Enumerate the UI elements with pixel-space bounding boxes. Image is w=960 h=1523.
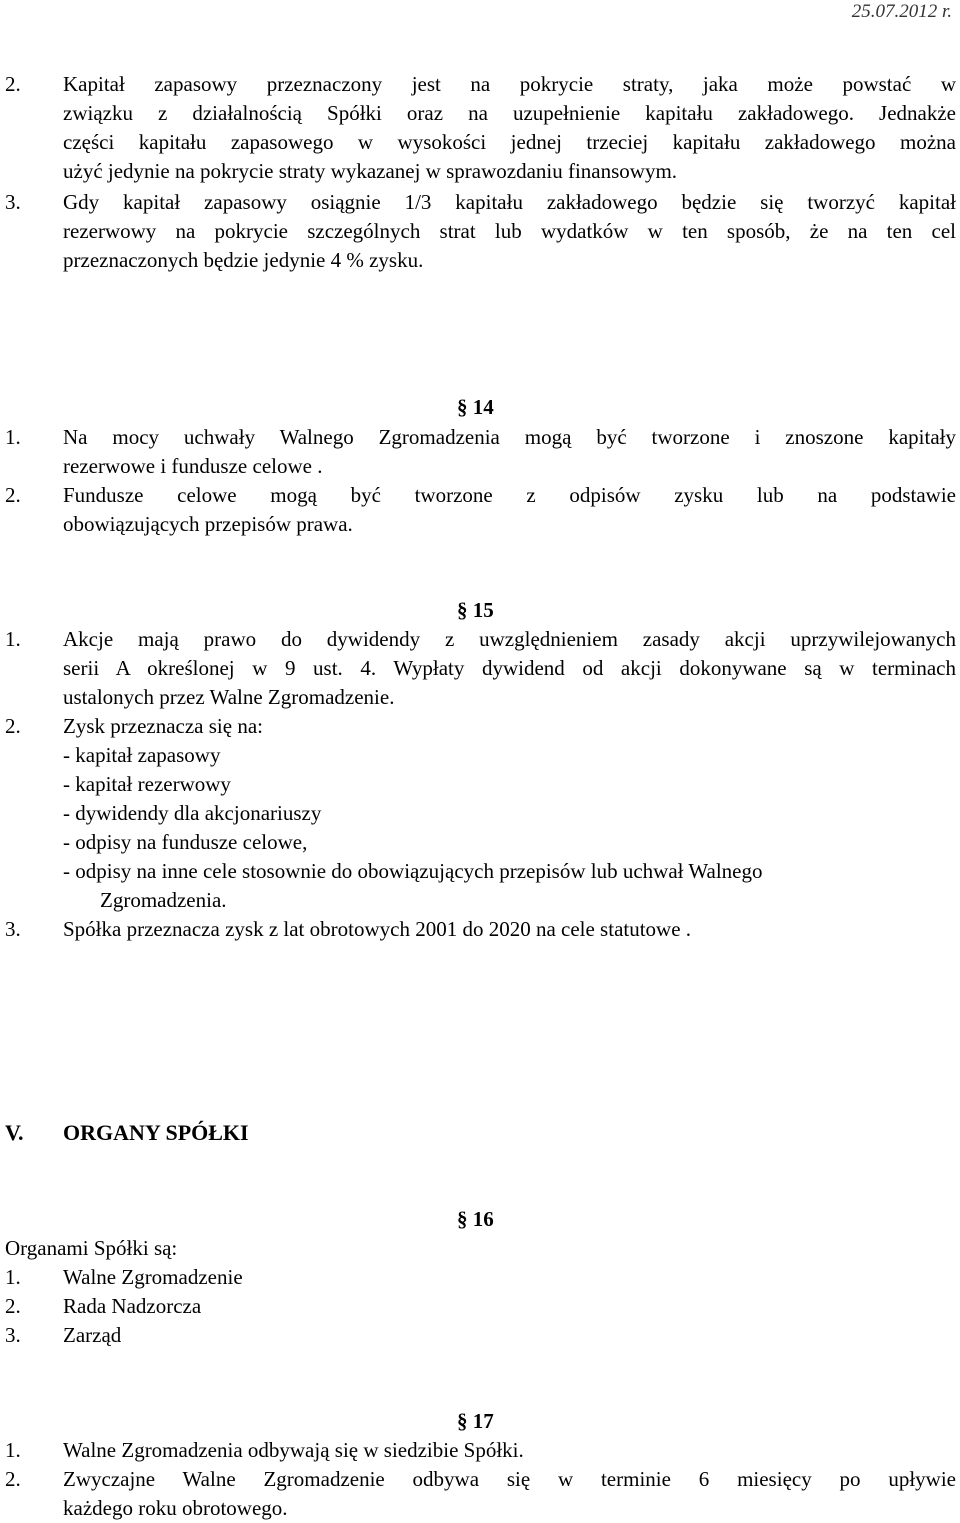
item-number: 1. xyxy=(5,1265,21,1289)
text-line: części kapitału zapasowego w wysokości jednej trzeciej kapitału zakładowego można xyxy=(63,130,956,154)
item-number: 2. xyxy=(5,72,21,96)
text-line: ustalonych przez Walne Zgromadzenie. xyxy=(63,685,395,709)
item-number: 2. xyxy=(5,714,21,738)
item-number: 2. xyxy=(5,483,21,507)
item-number: 1. xyxy=(5,425,21,449)
text-line: Organami Spółki są: xyxy=(5,1236,178,1260)
section-heading: § 15 xyxy=(457,598,494,622)
list-item: - odpisy na fundusze celowe, xyxy=(63,830,308,854)
text-line: Walne Zgromadzenia odbywają się w siedzibie Spółki. xyxy=(63,1438,524,1462)
chapter-number: V. xyxy=(5,1120,24,1145)
text-line: Gdy kapitał zapasowy osiągnie 1/3 kapitału zakładowego będzie się tworzyć kapitał xyxy=(63,190,956,214)
text-line: Zysk przeznacza się na: xyxy=(63,714,263,738)
text-line: związku z działalnością Spółki oraz na uzupełnienie kapitału zakładowego. Jednakże xyxy=(63,101,956,125)
item-number: 1. xyxy=(5,627,21,651)
text-line: Zwyczajne Walne Zgromadzenie odbywa się w terminie 6 miesięcy po upływie xyxy=(63,1467,956,1491)
text-line: Na mocy uchwały Walnego Zgromadzenia mogą być tworzone i znoszone kapitały xyxy=(63,425,956,449)
item-number: 2. xyxy=(5,1467,21,1491)
item-number: 2. xyxy=(5,1294,21,1318)
text-line: użyć jedynie na pokrycie straty wykazanej w sprawozdaniu finansowym. xyxy=(63,159,678,183)
list-item: - dywidendy dla akcjonariuszy xyxy=(63,801,322,825)
text-line: rezerwowe i fundusze celowe . xyxy=(63,454,323,478)
list-item: Zarząd xyxy=(63,1323,122,1347)
item-number: 3. xyxy=(5,1323,21,1347)
text-line: każdego roku obrotowego. xyxy=(63,1496,288,1520)
list-item: Rada Nadzorcza xyxy=(63,1294,202,1318)
text-line: Kapitał zapasowy przeznaczony jest na pokrycie straty, jaka może powstać w xyxy=(63,72,956,96)
text-line: rezerwowy na pokrycie szczególnych strat lub wydatków w ten sposób, że na ten cel xyxy=(63,219,956,243)
item-number: 3. xyxy=(5,190,21,214)
text-line: serii A określonej w 9 ust. 4. Wypłaty dywidend od akcji dokonywane są w terminach xyxy=(63,656,956,680)
text-line: Zgromadzenia. xyxy=(100,888,227,912)
list-item: - kapitał zapasowy xyxy=(63,743,221,767)
section-heading: § 14 xyxy=(457,395,494,419)
text-line: Fundusze celowe mogą być tworzone z odpisów zysku lub na podstawie xyxy=(63,483,956,507)
list-item: - kapitał rezerwowy xyxy=(63,772,231,796)
item-number: 3. xyxy=(5,917,21,941)
section-heading: § 17 xyxy=(457,1409,494,1433)
list-item: - odpisy na inne cele stosownie do obowiązujących przepisów lub uchwał Walnego xyxy=(63,859,763,883)
section-heading: § 16 xyxy=(457,1207,494,1231)
text-line: obowiązujących przepisów prawa. xyxy=(63,512,353,536)
item-number: 1. xyxy=(5,1438,21,1462)
text-line: przeznaczonych będzie jedynie 4 % zysku. xyxy=(63,248,424,272)
page-date: 25.07.2012 r. xyxy=(851,1,952,22)
text-line: Akcje mają prawo do dywidendy z uwzględnieniem zasady akcji uprzywilejowanych xyxy=(63,627,956,651)
text-line: Spółka przeznacza zysk z lat obrotowych 2001 do 2020 na cele statutowe . xyxy=(63,917,692,941)
list-item: Walne Zgromadzenie xyxy=(63,1265,243,1289)
chapter-name: ORGANY SPÓŁKI xyxy=(63,1120,249,1145)
